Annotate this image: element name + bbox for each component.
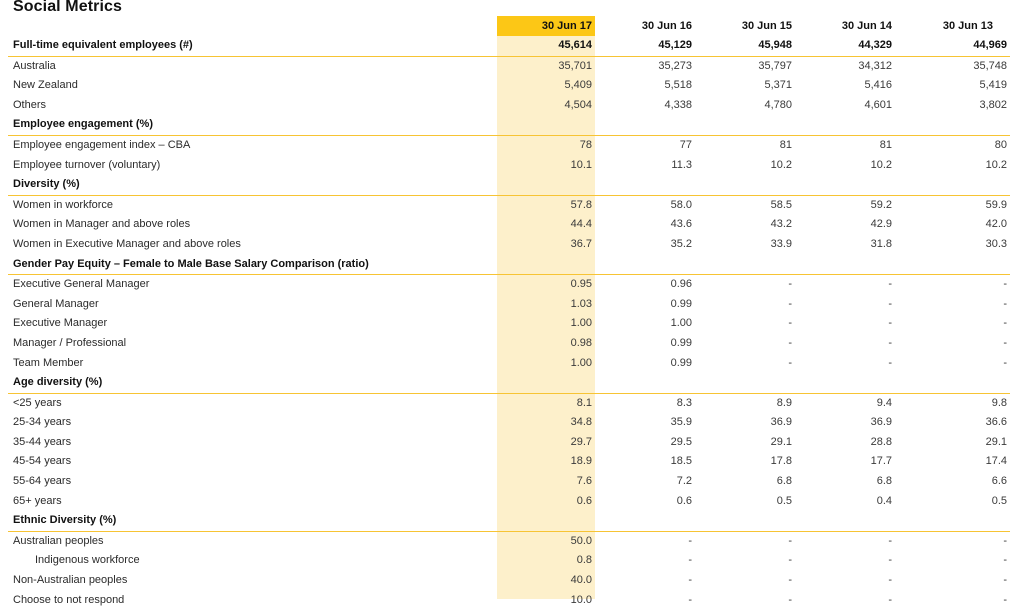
cell-value: 36.9 xyxy=(770,416,792,429)
cell-value xyxy=(895,115,1010,135)
cell-value: 10.2 xyxy=(985,158,1007,171)
cell-value: 29.7 xyxy=(570,435,592,448)
cell-value: - xyxy=(788,534,792,547)
cell-value: 5,409 xyxy=(564,79,592,92)
cell-value: - xyxy=(788,297,792,310)
cell-value: 35,797 xyxy=(758,59,792,72)
cell-value: 4,338 xyxy=(664,98,692,111)
table-row xyxy=(8,156,1010,176)
cell-value: 9.4 xyxy=(876,396,892,409)
section-header-row xyxy=(8,115,1010,135)
cell-value: 45,129 xyxy=(595,36,695,56)
row-label: Choose to not respond xyxy=(13,593,125,606)
table-row xyxy=(8,433,1010,453)
cell-value: 35,748 xyxy=(973,59,1007,72)
cell-value: 36.6 xyxy=(985,416,1007,429)
cell-value: - xyxy=(1003,534,1007,547)
cell-value: - xyxy=(688,574,692,587)
cell-value: 8.1 xyxy=(576,396,592,409)
cell-value: 35.9 xyxy=(670,416,692,429)
cell-value: 10.2 xyxy=(770,158,792,171)
section-label: Diversity (%) xyxy=(8,175,497,195)
page-title: Social Metrics xyxy=(13,0,123,15)
cell-value: 43.6 xyxy=(670,218,692,231)
cell-value: 33.9 xyxy=(770,237,792,250)
table-row xyxy=(8,235,1010,255)
cell-value: 0.6 xyxy=(576,494,592,507)
cell-value: 57.8 xyxy=(570,198,592,211)
cell-value: - xyxy=(888,534,892,547)
row-label: Women in Manager and above roles xyxy=(13,218,191,231)
cell-value: - xyxy=(1003,554,1007,567)
row-label: Women in workforce xyxy=(13,198,114,211)
cell-value: 34.8 xyxy=(570,416,592,429)
table-row xyxy=(8,96,1010,116)
cell-value xyxy=(695,373,795,393)
row-label: New Zealand xyxy=(13,79,78,92)
cell-value: - xyxy=(788,574,792,587)
row-label: Others xyxy=(13,98,47,111)
cell-value xyxy=(595,511,695,531)
table-row xyxy=(8,591,1010,610)
cell-value xyxy=(895,511,1010,531)
cell-value: 0.96 xyxy=(670,278,692,291)
cell-value: 5,518 xyxy=(664,79,692,92)
table-row xyxy=(8,314,1010,334)
row-label: Non-Australian peoples xyxy=(13,574,128,587)
cell-value xyxy=(595,373,695,393)
cell-value: 7.6 xyxy=(576,475,592,488)
cell-value: 78 xyxy=(579,138,592,151)
cell-value: 44.4 xyxy=(570,218,592,231)
row-label: 65+ years xyxy=(13,494,62,507)
row-label: Women in Executive Manager and above roles xyxy=(13,237,241,250)
column-header-2013: 30 Jun 13 xyxy=(942,20,993,32)
cell-value: 5,419 xyxy=(979,79,1007,92)
cell-value xyxy=(497,115,595,135)
cell-value xyxy=(695,175,795,195)
table-row xyxy=(8,334,1010,354)
row-label: Australia xyxy=(13,59,56,72)
cell-value: - xyxy=(688,593,692,606)
cell-value: - xyxy=(888,554,892,567)
cell-value: 28.8 xyxy=(870,435,892,448)
cell-value: 17.4 xyxy=(985,455,1007,468)
cell-value: 0.99 xyxy=(670,336,692,349)
cell-value xyxy=(497,255,595,275)
table-row xyxy=(8,492,1010,512)
cell-value: - xyxy=(1003,574,1007,587)
cell-value: 9.8 xyxy=(991,396,1007,409)
cell-value xyxy=(695,511,795,531)
cell-value: 0.8 xyxy=(576,554,592,567)
cell-value xyxy=(795,511,895,531)
row-label: Manager / Professional xyxy=(13,336,127,349)
section-label: Full-time equivalent employees (#) xyxy=(8,36,497,56)
column-header-2015: 30 Jun 15 xyxy=(741,20,792,32)
cell-value: - xyxy=(1003,297,1007,310)
cell-value: 10.1 xyxy=(570,158,592,171)
cell-value: 59.2 xyxy=(870,198,892,211)
cell-value: 59.9 xyxy=(985,198,1007,211)
cell-value: 35.2 xyxy=(670,237,692,250)
cell-value: 5,416 xyxy=(864,79,892,92)
cell-value: 42.0 xyxy=(985,218,1007,231)
cell-value: - xyxy=(688,534,692,547)
cell-value xyxy=(595,255,695,275)
cell-value: - xyxy=(788,593,792,606)
row-label: 25-34 years xyxy=(13,416,72,429)
table-row xyxy=(8,571,1010,591)
cell-value: 0.99 xyxy=(670,356,692,369)
cell-value: 44,329 xyxy=(795,36,895,56)
cell-value: 0.95 xyxy=(570,278,592,291)
cell-value: 1.03 xyxy=(570,297,592,310)
cell-value: 10.2 xyxy=(870,158,892,171)
section-header-row xyxy=(8,511,1010,531)
cell-value: 4,504 xyxy=(564,98,592,111)
cell-value: 4,780 xyxy=(764,98,792,111)
row-label: <25 years xyxy=(13,396,62,409)
cell-value: 0.6 xyxy=(676,494,692,507)
cell-value: 1.00 xyxy=(570,356,592,369)
row-label: 45-54 years xyxy=(13,455,72,468)
table-row xyxy=(8,393,1010,413)
cell-value: 34,312 xyxy=(858,59,892,72)
cell-value: - xyxy=(1003,336,1007,349)
cell-value: 42.9 xyxy=(870,218,892,231)
cell-value xyxy=(497,511,595,531)
cell-value: 0.5 xyxy=(776,494,792,507)
cell-value: - xyxy=(888,336,892,349)
cell-value: 80 xyxy=(994,138,1007,151)
section-label: Age diversity (%) xyxy=(8,373,497,393)
row-label: General Manager xyxy=(13,297,99,310)
cell-value: - xyxy=(788,336,792,349)
cell-value: - xyxy=(1003,356,1007,369)
cell-value xyxy=(795,115,895,135)
table-row xyxy=(8,195,1010,215)
cell-value: - xyxy=(888,297,892,310)
section-label: Ethnic Diversity (%) xyxy=(8,511,497,531)
column-header-2014: 30 Jun 14 xyxy=(841,20,892,32)
cell-value: 44,969 xyxy=(895,36,1010,56)
cell-value xyxy=(595,175,695,195)
cell-value: 31.8 xyxy=(870,237,892,250)
cell-value: 30.3 xyxy=(985,237,1007,250)
row-label: Executive General Manager xyxy=(13,278,150,291)
table-row xyxy=(8,413,1010,433)
cell-value: 0.99 xyxy=(670,297,692,310)
row-label: Employee turnover (voluntary) xyxy=(13,158,161,171)
cell-value: 77 xyxy=(679,138,692,151)
cell-value: 29.1 xyxy=(985,435,1007,448)
cell-value: 45,948 xyxy=(695,36,795,56)
row-label: Executive Manager xyxy=(13,317,108,330)
cell-value xyxy=(695,115,795,135)
cell-value: 10.0 xyxy=(570,593,592,606)
row-label: Australian peoples xyxy=(13,534,104,547)
cell-value xyxy=(895,175,1010,195)
cell-value: - xyxy=(1003,278,1007,291)
cell-value: 1.00 xyxy=(670,317,692,330)
cell-value: - xyxy=(888,574,892,587)
cell-value: - xyxy=(688,554,692,567)
cell-value: 35,701 xyxy=(558,59,592,72)
social-metrics-table xyxy=(8,36,1010,610)
cell-value: 50.0 xyxy=(570,534,592,547)
table-row xyxy=(8,531,1010,551)
cell-value xyxy=(595,115,695,135)
table-row xyxy=(8,295,1010,315)
cell-value: 8.9 xyxy=(776,396,792,409)
row-label: Team Member xyxy=(13,356,84,369)
row-label: Indigenous workforce xyxy=(35,554,140,567)
metrics-table-body xyxy=(8,36,1010,610)
cell-value xyxy=(895,373,1010,393)
section-label: Employee engagement (%) xyxy=(8,115,497,135)
cell-value: - xyxy=(788,356,792,369)
cell-value: 0.5 xyxy=(991,494,1007,507)
row-label: Employee engagement index – CBA xyxy=(13,138,191,151)
cell-value: 17.7 xyxy=(870,455,892,468)
cell-value: - xyxy=(888,356,892,369)
cell-value: 81 xyxy=(879,138,892,151)
table-row xyxy=(8,76,1010,96)
cell-value: 8.3 xyxy=(676,396,692,409)
cell-value: 11.3 xyxy=(671,158,692,171)
cell-value xyxy=(795,175,895,195)
cell-value xyxy=(497,373,595,393)
row-label: 55-64 years xyxy=(13,475,72,488)
column-header-row xyxy=(0,16,1019,36)
cell-value: 18.9 xyxy=(570,455,592,468)
cell-value: 18.5 xyxy=(670,455,692,468)
cell-value: 29.1 xyxy=(770,435,792,448)
cell-value: - xyxy=(1003,593,1007,606)
cell-value: - xyxy=(1003,317,1007,330)
table-row xyxy=(8,56,1010,76)
cell-value: - xyxy=(788,317,792,330)
cell-value: 36.7 xyxy=(570,237,592,250)
cell-value: 3,802 xyxy=(979,98,1007,111)
section-header-row xyxy=(8,175,1010,195)
column-header-2016: 30 Jun 16 xyxy=(641,20,692,32)
cell-value: 6.6 xyxy=(991,475,1007,488)
cell-value xyxy=(497,175,595,195)
cell-value: - xyxy=(888,278,892,291)
cell-value: 45,614 xyxy=(497,36,595,56)
table-row xyxy=(8,472,1010,492)
cell-value: 17.8 xyxy=(770,455,792,468)
cell-value xyxy=(795,373,895,393)
cell-value xyxy=(695,255,795,275)
cell-value: 7.2 xyxy=(676,475,692,488)
table-row xyxy=(8,135,1010,155)
section-header-row xyxy=(8,255,1010,275)
section-header-row xyxy=(8,373,1010,393)
cell-value: 36.9 xyxy=(870,416,892,429)
cell-value xyxy=(795,255,895,275)
cell-value: 6.8 xyxy=(776,475,792,488)
cell-value: 0.98 xyxy=(570,336,592,349)
cell-value: - xyxy=(788,554,792,567)
column-header-2017: 30 Jun 17 xyxy=(497,16,595,36)
cell-value: - xyxy=(888,593,892,606)
table-row xyxy=(8,354,1010,374)
row-label: 35-44 years xyxy=(13,435,72,448)
table-row xyxy=(8,215,1010,235)
table-row xyxy=(8,551,1010,571)
cell-value: 35,273 xyxy=(658,59,692,72)
cell-value: 29.5 xyxy=(670,435,692,448)
cell-value xyxy=(895,255,1010,275)
table-row xyxy=(8,452,1010,472)
cell-value: 58.0 xyxy=(670,198,692,211)
cell-value: 5,371 xyxy=(764,79,792,92)
cell-value: 40.0 xyxy=(570,574,592,587)
section-label: Gender Pay Equity – Female to Male Base Salary Comparison (ratio) xyxy=(8,255,497,275)
cell-value: 43.2 xyxy=(770,218,792,231)
cell-value: 0.4 xyxy=(876,494,892,507)
section-header-row xyxy=(8,36,1010,56)
cell-value: - xyxy=(788,278,792,291)
cell-value: 4,601 xyxy=(864,98,892,111)
cell-value: 81 xyxy=(779,138,792,151)
cell-value: 58.5 xyxy=(770,198,792,211)
cell-value: - xyxy=(888,317,892,330)
table-row xyxy=(8,275,1010,295)
cell-value: 6.8 xyxy=(876,475,892,488)
cell-value: 1.00 xyxy=(570,317,592,330)
